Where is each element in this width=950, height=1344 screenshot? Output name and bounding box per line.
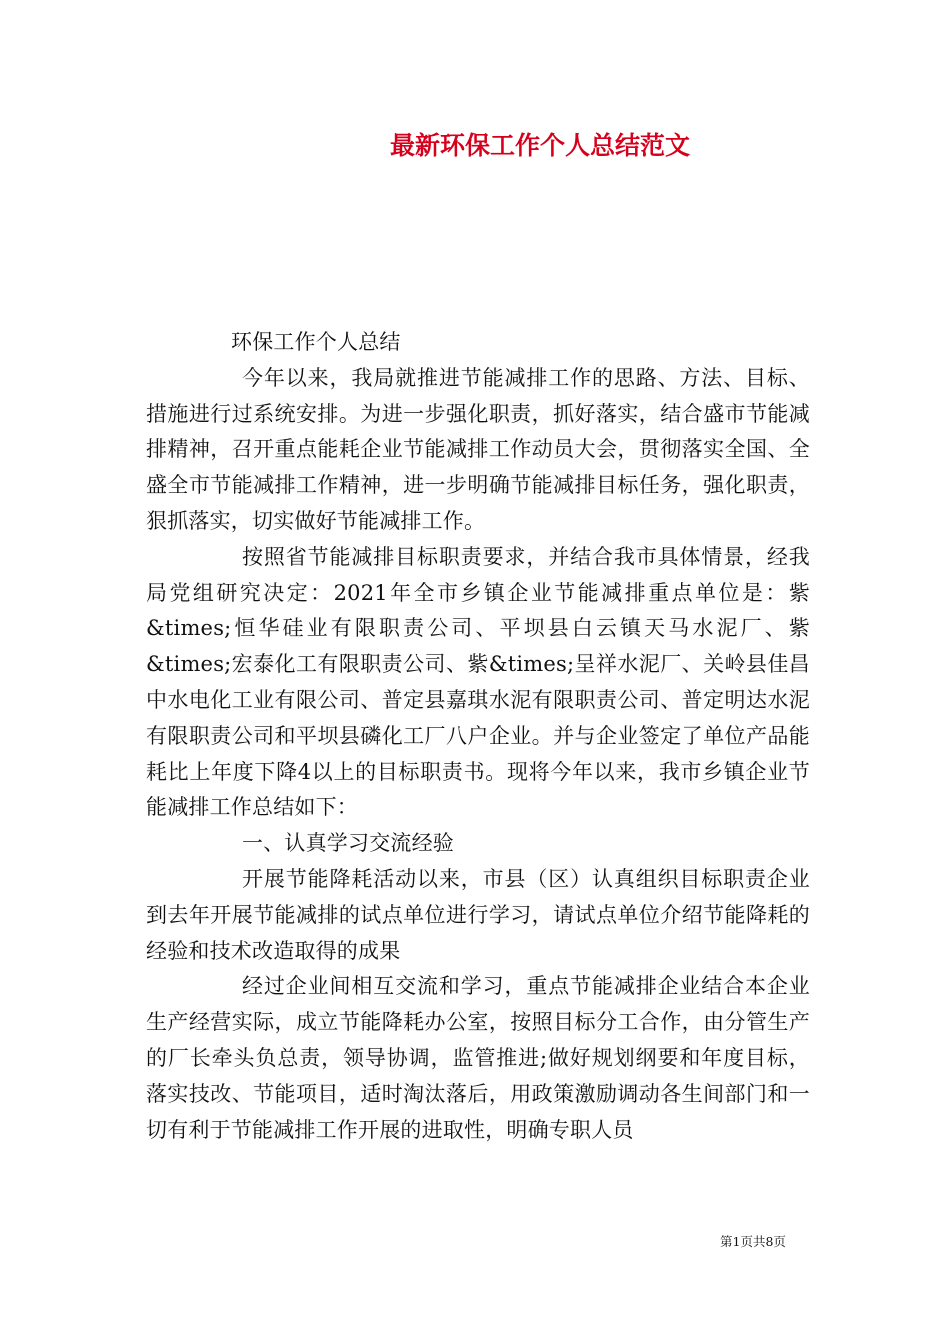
document-body	[146, 325, 810, 1148]
paragraph-exchange: 开展节能降耗活动以来，市县（区）认真组织目标职责企业到去年开展节能减排的试点单位进行学习，请试点单位介绍节能降耗的经验和技术改造取得的成果	[146, 866, 810, 963]
document-title: 最新环保工作个人总结范文	[389, 131, 690, 160]
section-heading-1: 一、认真学习交流经验	[242, 831, 454, 856]
paragraph-implementation: 经过企业间相互交流和学习，重点节能减排企业结合本企业生产经营实际，成立节能降耗办公室，按照目标分工合作，由分管生产的厂长牵头负总责，领导协调，监管推进;做好规划纲要和年度目标，落实技改、节能项目，适时淘汰落后，用政策激励调动各生间部门和一切有利于节能减排工作开展的进取性，明确专职人员	[146, 974, 810, 1142]
document-subtitle: 环保工作个人总结	[231, 330, 401, 354]
paragraph-key-units: 按照省节能减排目标职责要求，并结合我市具体情景，经我局党组研究决定：2021年全市乡镇企业节能减排重点单位是：紫&times;恒华硅业有限职责公司、平坝县白云镇天马水泥厂、紫&times;宏泰化工有限职责公司、紫&times;呈祥水泥厂、关岭县佳昌中水电化工业有限公司、普定县嘉琪水泥有限职责公司、普定明达水泥有限职责公司和平坝县磷化工厂八户企业。并与企业签定了单位产品能耗比上年度下降4以上的目标职责书。现将今年以来，我市乡镇企业节能减排工作总结如下：	[146, 544, 810, 820]
page-number: 第1页共8页	[720, 1234, 786, 1249]
paragraph-intro: 今年以来，我局就推进节能减排工作的思路、方法、目标、措施进行过系统安排。为进一步强化职责，抓好落实，结合盛市节能减排精神，召开重点能耗企业节能减排工作动员大会，贯彻落实全国、全盛全市节能减排工作精神，进一步明确节能减排目标任务，强化职责，狠抓落实，切实做好节能减排工作。	[146, 365, 810, 533]
